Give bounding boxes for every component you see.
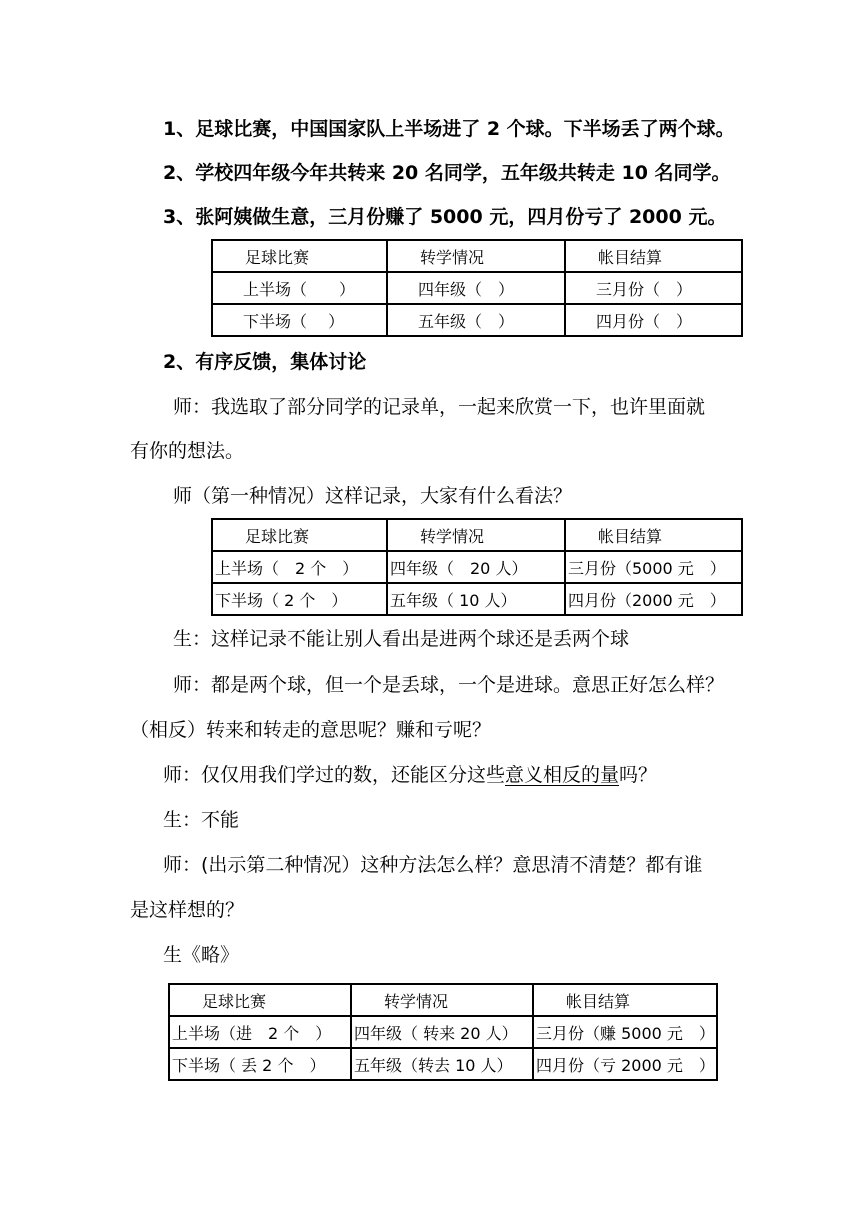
student-line-1: 生：这样记录不能让别人看出是进两个球还是丢两个球 — [173, 628, 630, 650]
table-row — [212, 304, 742, 336]
teacher-line-5: 师：(出示第二种情况）这种方法怎么样？意思清不清楚？都有谁 — [163, 854, 703, 876]
teacher-line-4-suffix: 吗？ — [619, 764, 658, 786]
underlined-term: 意义相反的量 — [505, 764, 620, 786]
header-cell: 帐目结算 — [565, 519, 742, 551]
header-cell: 转学情况 — [351, 984, 533, 1016]
table-cell: 五年级（ ） — [387, 304, 565, 336]
header-cell: 足球比赛 — [212, 240, 387, 272]
table-cell: 五年级（ 10 人） — [387, 583, 565, 615]
header-cell: 足球比赛 — [169, 984, 351, 1016]
student-line-2: 生：不能 — [163, 809, 240, 831]
problem-3: 3、张阿姨做生意，三月份赚了 5000 元，四月份亏了 2000 元。 — [163, 206, 727, 228]
header-cell: 转学情况 — [387, 519, 565, 551]
table-cell: 四月份（2000 元 ） — [565, 583, 742, 615]
teacher-line-1b: 有你的想法。 — [130, 440, 245, 462]
table-row — [169, 1016, 717, 1048]
teacher-line-3: 师：都是两个球，但一个是丢球，一个是进球。意思正好怎么样？ — [173, 674, 725, 696]
teacher-line-5b: 是这样想的？ — [130, 899, 245, 921]
table-cell: 下半场（ 丢 2 个 ） — [169, 1048, 351, 1080]
table-cell: 上半场（ 2 个 ） — [212, 551, 387, 583]
table-cell: 四月份（亏 2000 元 ） — [533, 1048, 717, 1080]
table-cell: 四月份（ ） — [565, 304, 742, 336]
table-cell: 下半场（ ） — [212, 304, 387, 336]
teacher-line-3b: （相反）转来和转走的意思呢？赚和亏呢？ — [130, 719, 492, 741]
table-cell: 上半场（进 2 个 ） — [169, 1016, 351, 1048]
problem-1: 1、足球比赛，中国国家队上半场进了 2 个球。下半场丢了两个球。 — [163, 118, 735, 140]
problem-2: 2、学校四年级今年共转来 20 名同学，五年级共转走 10 名同学。 — [163, 162, 731, 184]
header-cell: 帐目结算 — [565, 240, 742, 272]
table-header-row — [212, 519, 742, 551]
table-row — [212, 583, 742, 615]
table-cell: 四年级（ 20 人） — [387, 551, 565, 583]
table-cell: 上半场（ ） — [212, 272, 387, 304]
header-cell: 帐目结算 — [533, 984, 717, 1016]
table-cell: 下半场（ 2 个 ） — [212, 583, 387, 615]
table-cell: 三月份（赚 5000 元 ） — [533, 1016, 717, 1048]
table-cell: 四年级（ 转来 20 人） — [351, 1016, 533, 1048]
table-header-row — [169, 984, 717, 1016]
table-row — [212, 272, 742, 304]
record-table-first-case — [211, 518, 743, 616]
record-table-second-case — [168, 983, 718, 1081]
student-line-3: 生《略》 — [163, 944, 240, 966]
section-2-title: 2、有序反馈，集体讨论 — [163, 351, 367, 373]
table-cell: 三月份（ ） — [565, 272, 742, 304]
table-cell: 四年级（ ） — [387, 272, 565, 304]
table-cell: 三月份（5000 元 ） — [565, 551, 742, 583]
teacher-line-1: 师：我选取了部分同学的记录单，一起来欣赏一下，也许里面就 — [173, 396, 706, 418]
record-table-blank — [211, 239, 743, 337]
table-row — [169, 1048, 717, 1080]
table-row — [212, 551, 742, 583]
teacher-line-4-prefix: 师：仅仅用我们学过的数，还能区分这些 — [163, 764, 506, 786]
header-cell: 足球比赛 — [212, 519, 387, 551]
teacher-line-2: 师（第一种情况）这样记录，大家有什么看法？ — [173, 485, 573, 507]
teacher-line-4 — [163, 763, 657, 787]
table-header-row — [212, 240, 742, 272]
table-cell: 五年级（转去 10 人） — [351, 1048, 533, 1080]
header-cell: 转学情况 — [387, 240, 565, 272]
